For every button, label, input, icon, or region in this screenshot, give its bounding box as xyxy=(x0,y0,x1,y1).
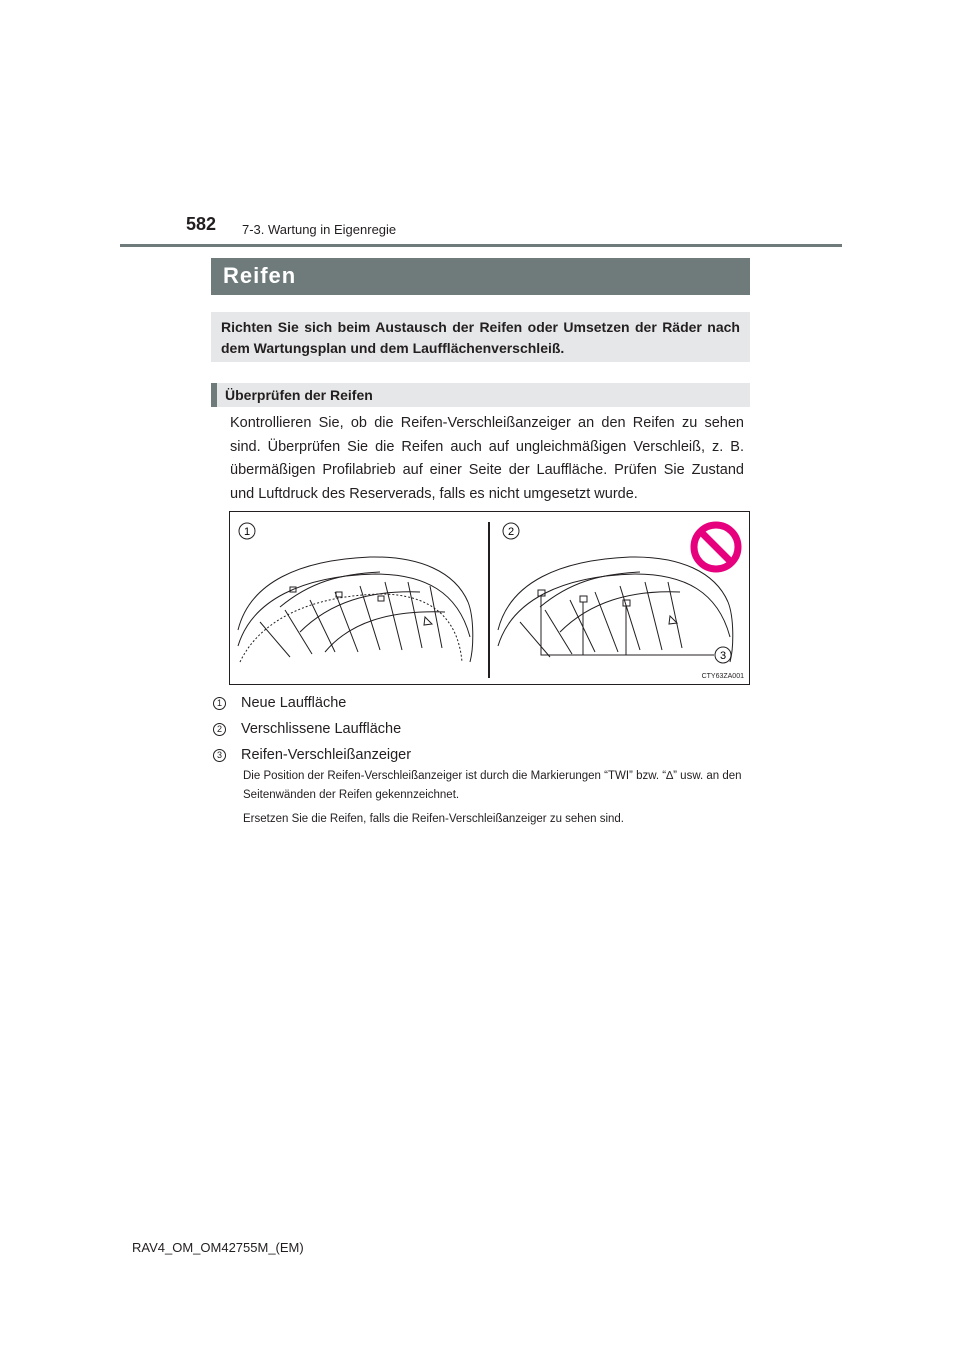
intro-box: Richten Sie sich beim Austausch der Reifen oder Umsetzen der Räder nach dem Wartungsplan und dem Laufflächenverschleiß. xyxy=(211,312,750,362)
svg-text:2: 2 xyxy=(507,526,515,538)
note-text: Ersetzen Sie die Reifen, falls die Reifen-Verschleißanzeiger zu sehen sind. xyxy=(243,813,624,825)
prohibition-icon xyxy=(694,525,738,569)
header-divider xyxy=(120,244,842,247)
legend-item xyxy=(213,742,743,768)
worn-tire-drawing xyxy=(498,557,733,662)
number-badge: 3 xyxy=(213,749,226,762)
footer-code: RAV4_OM_OM42755M_(EM) xyxy=(132,1240,304,1255)
note-text: Die Position der Reifen-Verschleißanzeiger ist durch die Markierungen “TWI” bzw. “∆” usw. an den Seitenwänden der Reifen gekennzeichnet. xyxy=(243,770,742,801)
number-badge: 1 xyxy=(213,697,226,710)
tire-illustration xyxy=(230,512,749,684)
page-number: 582 xyxy=(186,214,217,234)
callout-3 xyxy=(715,647,731,663)
sub-heading: Überprüfen der Reifen xyxy=(211,383,750,407)
callout-2 xyxy=(503,523,519,539)
legend-label: Neue Lauffläche xyxy=(241,695,347,711)
tire-tread-figure xyxy=(229,511,750,685)
legend-list xyxy=(213,690,743,768)
legend-label: Reifen-Verschleißanzeiger xyxy=(241,747,412,763)
legend-item xyxy=(213,716,743,742)
svg-text:3: 3 xyxy=(719,650,727,662)
callout-1 xyxy=(239,523,255,539)
number-badge: 2 xyxy=(213,723,226,736)
svg-text:1: 1 xyxy=(243,526,251,538)
section-title: 7-3. Wartung in Eigenregie xyxy=(242,222,397,237)
legend-item xyxy=(213,690,743,716)
new-tire-drawing xyxy=(238,557,473,662)
body-paragraph: Kontrollieren Sie, ob die Reifen-Verschleißanzeiger an den Reifen zu sehen sind. Überprüfen Sie die Reifen auch auf ungleichmäßigen Verschleiß, z. B. übermäßigen Profilabrieb auf einer Seite der Lauffläche. Prüfen Sie Zustand und Luftdruck des Reserverads, falls es nicht umgesetzt wurde. xyxy=(230,415,744,502)
legend-label: Verschlissene Lauffläche xyxy=(241,721,402,737)
figure-code: CTY63ZA001 xyxy=(701,673,744,680)
page-title: Reifen xyxy=(211,258,750,295)
